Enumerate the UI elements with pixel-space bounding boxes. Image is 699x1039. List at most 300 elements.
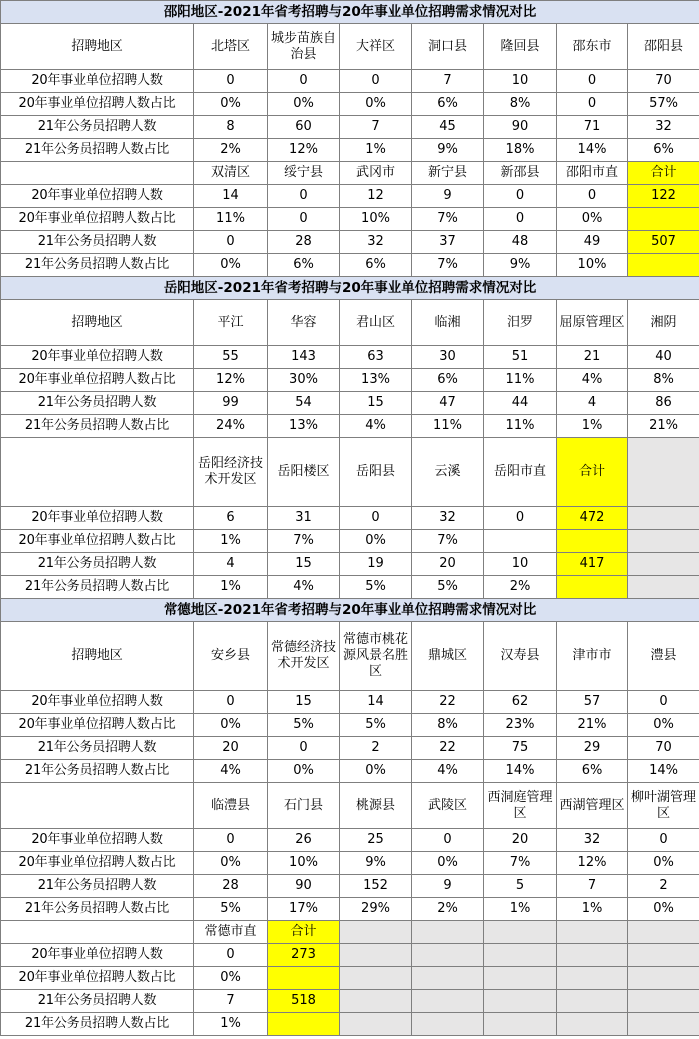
row-label-cell: 20年事业单位招聘人数 [1, 829, 194, 852]
region-header-cell: 汨罗 [484, 300, 557, 346]
value-cell: 0% [268, 760, 340, 783]
row-label-cell: 21年公务员招聘人数占比 [1, 576, 194, 599]
value-cell: 57% [628, 93, 699, 116]
value-cell: 0% [340, 530, 412, 553]
table-row [1, 254, 699, 277]
row-label-cell: 20年事业单位招聘人数 [1, 507, 194, 530]
value-cell: 60 [268, 116, 340, 139]
table-row [1, 346, 699, 369]
value-cell: 19 [340, 553, 412, 576]
region-header-cell: 岳阳楼区 [268, 438, 340, 507]
region-header-cell: 常德市直 [194, 921, 268, 944]
value-cell [557, 576, 628, 599]
value-cell: 10% [268, 852, 340, 875]
header-label-cell [1, 921, 194, 944]
value-cell [628, 254, 699, 277]
region-header-cell [412, 921, 484, 944]
value-cell [484, 990, 557, 1013]
value-cell: 49 [557, 231, 628, 254]
header-row [1, 622, 699, 691]
region-header-cell: 双清区 [194, 162, 268, 185]
value-cell [340, 1013, 412, 1036]
region-header-cell [557, 921, 628, 944]
value-cell [628, 990, 699, 1013]
value-cell: 71 [557, 116, 628, 139]
table-row [1, 553, 699, 576]
region-header-cell: 城步苗族自治县 [268, 24, 340, 70]
region-header-cell: 大祥区 [340, 24, 412, 70]
value-cell [557, 530, 628, 553]
value-cell: 6% [340, 254, 412, 277]
table-row [1, 737, 699, 760]
header-row [1, 162, 699, 185]
table-row [1, 208, 699, 231]
value-cell: 10% [557, 254, 628, 277]
header-label-cell: 招聘地区 [1, 24, 194, 70]
row-label-cell: 21年公务员招聘人数 [1, 875, 194, 898]
value-cell: 1% [557, 415, 628, 438]
value-cell: 0 [340, 70, 412, 93]
region-header-cell: 岳阳县 [340, 438, 412, 507]
value-cell: 2% [194, 139, 268, 162]
value-cell: 32 [557, 829, 628, 852]
value-cell: 1% [194, 530, 268, 553]
value-cell: 4 [194, 553, 268, 576]
value-cell: 0 [268, 737, 340, 760]
table-row [1, 875, 699, 898]
value-cell: 86 [628, 392, 699, 415]
region-header-cell: 华容 [268, 300, 340, 346]
header-label-cell: 招聘地区 [1, 300, 194, 346]
value-cell [628, 944, 699, 967]
value-cell: 4% [268, 576, 340, 599]
value-cell [340, 967, 412, 990]
header-label-cell [1, 783, 194, 829]
value-cell [628, 507, 699, 530]
value-cell: 13% [340, 369, 412, 392]
table-row [1, 116, 699, 139]
region-header-cell: 新宁县 [412, 162, 484, 185]
value-cell: 8% [484, 93, 557, 116]
value-cell: 8 [194, 116, 268, 139]
value-cell: 7 [557, 875, 628, 898]
row-label-cell: 21年公务员招聘人数占比 [1, 415, 194, 438]
value-cell [628, 967, 699, 990]
value-cell: 8% [412, 714, 484, 737]
region-header-cell: 澧县 [628, 622, 699, 691]
value-cell: 7 [340, 116, 412, 139]
value-cell [628, 208, 699, 231]
value-cell: 0% [628, 714, 699, 737]
region-header-cell [628, 438, 699, 507]
value-cell: 4% [194, 760, 268, 783]
table-row [1, 829, 699, 852]
table-row [1, 944, 699, 967]
row-label-cell: 20年事业单位招聘人数 [1, 185, 194, 208]
value-cell: 8% [628, 369, 699, 392]
value-cell: 0 [484, 185, 557, 208]
table-row [1, 760, 699, 783]
value-cell: 143 [268, 346, 340, 369]
value-cell: 20 [484, 829, 557, 852]
value-cell: 0 [484, 507, 557, 530]
section-title: 邵阳地区-2021年省考招聘与20年事业单位招聘需求情况对比 [1, 1, 699, 24]
row-label-cell: 20年事业单位招聘人数占比 [1, 93, 194, 116]
value-cell: 1% [194, 1013, 268, 1036]
value-cell [268, 967, 340, 990]
value-cell: 152 [340, 875, 412, 898]
value-cell [628, 576, 699, 599]
value-cell: 7% [412, 530, 484, 553]
value-cell: 10 [484, 70, 557, 93]
value-cell: 0 [557, 70, 628, 93]
value-cell: 62 [484, 691, 557, 714]
value-cell: 75 [484, 737, 557, 760]
header-label-cell [1, 162, 194, 185]
value-cell: 30% [268, 369, 340, 392]
value-cell [557, 990, 628, 1013]
value-cell [628, 1013, 699, 1036]
row-label-cell: 20年事业单位招聘人数占比 [1, 714, 194, 737]
region-header-cell: 安乡县 [194, 622, 268, 691]
row-label-cell: 20年事业单位招聘人数占比 [1, 530, 194, 553]
value-cell: 6% [628, 139, 699, 162]
value-cell: 2 [340, 737, 412, 760]
row-label-cell: 20年事业单位招聘人数占比 [1, 208, 194, 231]
value-cell: 22 [412, 737, 484, 760]
value-cell: 122 [628, 185, 699, 208]
value-cell: 0% [340, 760, 412, 783]
table-row [1, 93, 699, 116]
value-cell: 18% [484, 139, 557, 162]
value-cell: 37 [412, 231, 484, 254]
region-header-cell: 君山区 [340, 300, 412, 346]
value-cell: 1% [557, 898, 628, 921]
table-row [1, 70, 699, 93]
value-cell: 9 [412, 185, 484, 208]
header-row [1, 783, 699, 829]
row-label-cell: 20年事业单位招聘人数占比 [1, 967, 194, 990]
value-cell: 21% [557, 714, 628, 737]
region-header-cell: 柳叶湖管理区 [628, 783, 699, 829]
region-header-cell: 邵阳县 [628, 24, 699, 70]
table-row [1, 185, 699, 208]
value-cell: 9 [412, 875, 484, 898]
value-cell: 21 [557, 346, 628, 369]
value-cell [412, 1013, 484, 1036]
value-cell: 0% [412, 852, 484, 875]
value-cell: 7% [412, 208, 484, 231]
value-cell [484, 1013, 557, 1036]
header-label-cell [1, 438, 194, 507]
table-row [1, 576, 699, 599]
region-header-cell: 新邵县 [484, 162, 557, 185]
value-cell: 0% [194, 852, 268, 875]
region-header-cell: 临澧县 [194, 783, 268, 829]
value-cell: 0 [268, 70, 340, 93]
row-label-cell: 20年事业单位招聘人数占比 [1, 852, 194, 875]
value-cell: 30 [412, 346, 484, 369]
region-header-cell: 隆回县 [484, 24, 557, 70]
table-row [1, 369, 699, 392]
table-row [1, 415, 699, 438]
value-cell: 12% [557, 852, 628, 875]
value-cell: 2% [484, 576, 557, 599]
value-cell: 14% [628, 760, 699, 783]
value-cell: 63 [340, 346, 412, 369]
value-cell: 472 [557, 507, 628, 530]
value-cell: 417 [557, 553, 628, 576]
region-header-cell: 津市市 [557, 622, 628, 691]
value-cell: 45 [412, 116, 484, 139]
value-cell [412, 990, 484, 1013]
row-label-cell: 21年公务员招聘人数 [1, 231, 194, 254]
value-cell: 28 [268, 231, 340, 254]
value-cell: 1% [340, 139, 412, 162]
value-cell: 44 [484, 392, 557, 415]
value-cell: 20 [412, 553, 484, 576]
row-label-cell: 21年公务员招聘人数占比 [1, 139, 194, 162]
value-cell [484, 530, 557, 553]
region-header-cell: 西洞庭管理区 [484, 783, 557, 829]
region-header-cell: 湘阴 [628, 300, 699, 346]
value-cell: 57 [557, 691, 628, 714]
value-cell: 7 [194, 990, 268, 1013]
value-cell [557, 967, 628, 990]
row-label-cell: 20年事业单位招聘人数 [1, 691, 194, 714]
value-cell [557, 1013, 628, 1036]
value-cell: 90 [484, 116, 557, 139]
row-label-cell: 21年公务员招聘人数 [1, 553, 194, 576]
row-label-cell: 20年事业单位招聘人数 [1, 944, 194, 967]
value-cell: 9% [412, 139, 484, 162]
value-cell: 29 [557, 737, 628, 760]
value-cell: 6 [194, 507, 268, 530]
region-header-cell: 武冈市 [340, 162, 412, 185]
value-cell: 0 [412, 829, 484, 852]
region-header-cell: 石门县 [268, 783, 340, 829]
value-cell [484, 967, 557, 990]
row-label-cell: 20年事业单位招聘人数 [1, 346, 194, 369]
value-cell: 273 [268, 944, 340, 967]
value-cell: 12% [194, 369, 268, 392]
region-header-cell: 绥宁县 [268, 162, 340, 185]
value-cell: 518 [268, 990, 340, 1013]
value-cell: 0 [628, 691, 699, 714]
value-cell: 51 [484, 346, 557, 369]
region-header-cell: 合计 [628, 162, 699, 185]
value-cell: 0% [628, 852, 699, 875]
value-cell: 0% [194, 93, 268, 116]
row-label-cell: 21年公务员招聘人数占比 [1, 898, 194, 921]
value-cell: 14% [484, 760, 557, 783]
value-cell: 0% [268, 93, 340, 116]
row-label-cell: 21年公务员招聘人数占比 [1, 1013, 194, 1036]
row-label-cell: 21年公务员招聘人数 [1, 392, 194, 415]
value-cell: 25 [340, 829, 412, 852]
region-header-cell: 西湖管理区 [557, 783, 628, 829]
table-row [1, 530, 699, 553]
value-cell: 0% [194, 254, 268, 277]
value-cell: 7% [412, 254, 484, 277]
value-cell: 29% [340, 898, 412, 921]
value-cell: 5% [268, 714, 340, 737]
table-row [1, 691, 699, 714]
region-header-cell: 桃源县 [340, 783, 412, 829]
region-header-cell: 平江 [194, 300, 268, 346]
value-cell: 40 [628, 346, 699, 369]
value-cell: 10 [484, 553, 557, 576]
value-cell [628, 530, 699, 553]
value-cell: 26 [268, 829, 340, 852]
value-cell [412, 967, 484, 990]
value-cell: 0% [557, 208, 628, 231]
region-header-cell: 武陵区 [412, 783, 484, 829]
value-cell [557, 944, 628, 967]
header-label-cell: 招聘地区 [1, 622, 194, 691]
value-cell: 5% [340, 576, 412, 599]
value-cell: 7% [484, 852, 557, 875]
region-header-cell [340, 921, 412, 944]
region-header-cell: 常德经济技术开发区 [268, 622, 340, 691]
value-cell: 6% [412, 93, 484, 116]
value-cell [268, 1013, 340, 1036]
section-title: 岳阳地区-2021年省考招聘与20年事业单位招聘需求情况对比 [1, 277, 699, 300]
value-cell: 6% [268, 254, 340, 277]
value-cell: 48 [484, 231, 557, 254]
table-row [1, 392, 699, 415]
region-header-cell: 鼎城区 [412, 622, 484, 691]
header-row [1, 921, 699, 944]
value-cell: 14 [340, 691, 412, 714]
value-cell: 11% [484, 415, 557, 438]
value-cell: 0% [340, 93, 412, 116]
value-cell: 9% [340, 852, 412, 875]
row-label-cell: 21年公务员招聘人数占比 [1, 760, 194, 783]
value-cell: 11% [194, 208, 268, 231]
value-cell: 1% [194, 576, 268, 599]
region-header-cell: 合计 [268, 921, 340, 944]
value-cell: 0 [194, 829, 268, 852]
region-header-cell: 常德市桃花源风景名胜区 [340, 622, 412, 691]
value-cell: 11% [412, 415, 484, 438]
value-cell: 0 [268, 208, 340, 231]
value-cell [628, 553, 699, 576]
value-cell: 54 [268, 392, 340, 415]
value-cell: 0 [557, 185, 628, 208]
region-header-cell: 临湘 [412, 300, 484, 346]
value-cell: 17% [268, 898, 340, 921]
value-cell: 70 [628, 70, 699, 93]
region-header-cell [628, 921, 699, 944]
value-cell [340, 944, 412, 967]
header-row [1, 300, 699, 346]
value-cell: 0 [194, 691, 268, 714]
region-header-cell: 岳阳市直 [484, 438, 557, 507]
value-cell: 32 [628, 116, 699, 139]
value-cell: 9% [484, 254, 557, 277]
value-cell: 7% [268, 530, 340, 553]
table-row [1, 507, 699, 530]
table-row [1, 967, 699, 990]
value-cell: 4 [557, 392, 628, 415]
table-row [1, 990, 699, 1013]
header-row [1, 438, 699, 507]
table-row [1, 231, 699, 254]
value-cell: 507 [628, 231, 699, 254]
value-cell [340, 990, 412, 1013]
value-cell: 12 [340, 185, 412, 208]
value-cell: 0 [340, 507, 412, 530]
table-row [1, 852, 699, 875]
value-cell: 70 [628, 737, 699, 760]
table-row [1, 898, 699, 921]
value-cell: 7 [412, 70, 484, 93]
region-header-cell: 合计 [557, 438, 628, 507]
value-cell: 28 [194, 875, 268, 898]
value-cell: 11% [484, 369, 557, 392]
value-cell: 2% [412, 898, 484, 921]
value-cell: 5% [412, 576, 484, 599]
table-row [1, 139, 699, 162]
region-header-cell: 屈原管理区 [557, 300, 628, 346]
region-header-cell: 邵阳市直 [557, 162, 628, 185]
section-title: 常德地区-2021年省考招聘与20年事业单位招聘需求情况对比 [1, 599, 699, 622]
value-cell: 5% [340, 714, 412, 737]
value-cell: 4% [557, 369, 628, 392]
value-cell [484, 944, 557, 967]
value-cell: 10% [340, 208, 412, 231]
row-label-cell: 21年公务员招聘人数 [1, 990, 194, 1013]
value-cell: 90 [268, 875, 340, 898]
value-cell: 0% [194, 714, 268, 737]
table-row [1, 1013, 699, 1036]
value-cell: 32 [340, 231, 412, 254]
value-cell: 31 [268, 507, 340, 530]
value-cell: 13% [268, 415, 340, 438]
value-cell: 2 [628, 875, 699, 898]
row-label-cell: 21年公务员招聘人数 [1, 737, 194, 760]
value-cell: 0 [194, 231, 268, 254]
value-cell: 0 [268, 185, 340, 208]
value-cell: 6% [412, 369, 484, 392]
region-header-cell: 邵东市 [557, 24, 628, 70]
value-cell: 15 [268, 691, 340, 714]
value-cell: 0 [194, 70, 268, 93]
value-cell: 15 [340, 392, 412, 415]
value-cell: 6% [557, 760, 628, 783]
value-cell: 32 [412, 507, 484, 530]
value-cell: 0% [194, 967, 268, 990]
value-cell [412, 944, 484, 967]
value-cell: 4% [340, 415, 412, 438]
region-header-cell: 北塔区 [194, 24, 268, 70]
row-label-cell: 21年公务员招聘人数占比 [1, 254, 194, 277]
value-cell: 24% [194, 415, 268, 438]
region-header-cell [484, 921, 557, 944]
region-header-cell: 洞口县 [412, 24, 484, 70]
region-header-cell: 岳阳经济技术开发区 [194, 438, 268, 507]
value-cell: 0 [484, 208, 557, 231]
region-header-cell: 云溪 [412, 438, 484, 507]
value-cell: 12% [268, 139, 340, 162]
value-cell: 0 [194, 944, 268, 967]
header-row [1, 24, 699, 70]
value-cell: 22 [412, 691, 484, 714]
value-cell: 15 [268, 553, 340, 576]
value-cell: 99 [194, 392, 268, 415]
value-cell: 5 [484, 875, 557, 898]
